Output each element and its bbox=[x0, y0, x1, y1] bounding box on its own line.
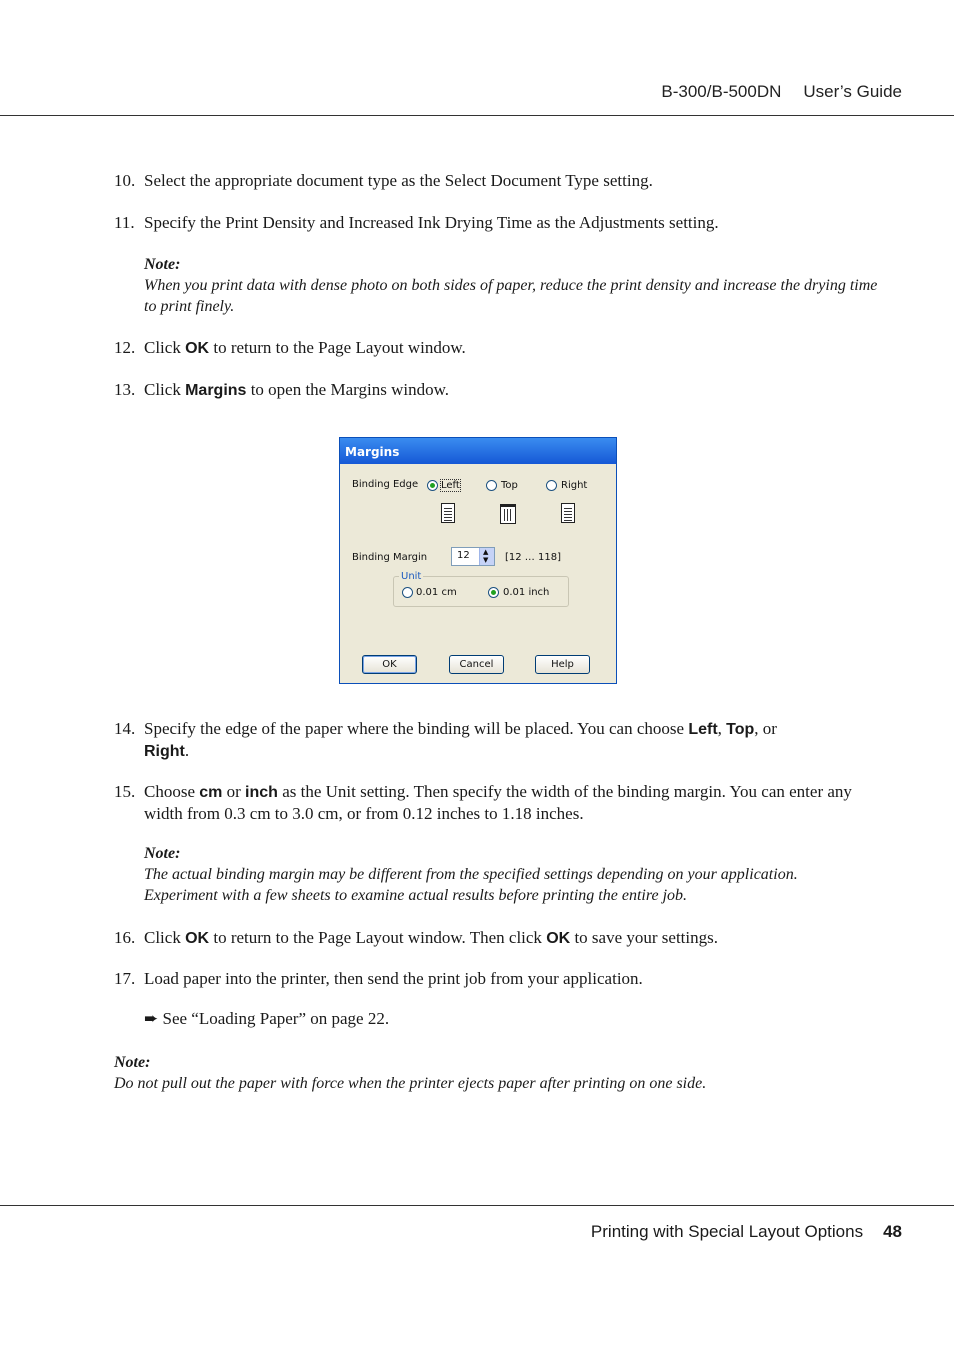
binding-margin-value: 12 bbox=[457, 550, 470, 561]
spinner-arrows[interactable] bbox=[479, 548, 494, 565]
header-model: B-300/B-500DN bbox=[661, 82, 782, 101]
radio-right[interactable] bbox=[546, 480, 557, 491]
ui-term-margins: Margins bbox=[185, 382, 247, 399]
binding-top-page-icon bbox=[500, 504, 516, 524]
step-number: 12. bbox=[114, 338, 136, 357]
step-text: Select the appropriate document type as the Select Document Type setting. bbox=[144, 171, 653, 190]
step-text: Specify the Print Density and Increased Ink Drying Time as the Adjustments setting. bbox=[144, 213, 719, 232]
binding-margin-spinner[interactable] bbox=[451, 547, 495, 566]
binding-margin-label: Binding Margin bbox=[352, 552, 428, 563]
radio-unit-cm[interactable] bbox=[402, 587, 413, 598]
radio-unit-inch[interactable] bbox=[488, 587, 499, 598]
cancel-button[interactable]: Cancel bbox=[449, 655, 504, 674]
step-number: 13. bbox=[114, 380, 136, 399]
step-16 bbox=[114, 927, 884, 949]
step-10 bbox=[114, 170, 884, 191]
radio-left-label: Left bbox=[441, 480, 460, 491]
margins-dialog bbox=[339, 437, 617, 684]
radio-top-label: Top bbox=[501, 480, 518, 491]
step-17 bbox=[114, 968, 884, 989]
ui-term-ok: OK bbox=[185, 340, 210, 357]
note-title: Note: bbox=[144, 256, 181, 273]
step-14 bbox=[114, 718, 884, 762]
radio-top[interactable] bbox=[486, 480, 497, 491]
dialog-title: Margins bbox=[340, 438, 616, 464]
see-loading-paper-link[interactable] bbox=[144, 1009, 389, 1029]
see-link-text: See “Loading Paper” on page 22. bbox=[162, 1009, 390, 1028]
unit-cm-label: 0.01 cm bbox=[416, 587, 457, 598]
step-text: Choose cm or inch as the Unit setting. Then specify the width of the binding margin. You can enter any width from 0.3 cm to 3.0 cm, or from 0.12 inches to 1.18 inches. bbox=[144, 782, 852, 823]
footer-section: Printing with Special Layout Options bbox=[590, 1222, 864, 1241]
step-11 bbox=[114, 212, 884, 233]
header-rule bbox=[0, 115, 954, 116]
page-footer bbox=[591, 1222, 902, 1242]
header-guide: User’s Guide bbox=[803, 82, 902, 101]
step-text: Specify the edge of the paper where the binding will be placed. You can choose Left, Top, or Right. bbox=[144, 719, 777, 760]
unit-inch-label: 0.01 inch bbox=[503, 587, 550, 598]
step-number: 17. bbox=[114, 969, 136, 988]
unit-label: Unit bbox=[401, 571, 422, 582]
radio-left[interactable] bbox=[427, 480, 438, 491]
note-text: The actual binding margin may be different from the specified settings depending on your application. Experiment with a few sheets to examine actual results before printing the entire job. bbox=[144, 866, 798, 904]
page-header bbox=[661, 82, 902, 102]
step-number: 11. bbox=[114, 213, 135, 232]
note-3 bbox=[114, 1052, 894, 1094]
note-2 bbox=[144, 843, 874, 906]
note-text: When you print data with dense photo on both sides of paper, reduce the print density and increase the drying time to print finely. bbox=[144, 277, 878, 315]
radio-right-label: Right bbox=[561, 480, 588, 491]
footer-rule bbox=[0, 1205, 954, 1206]
page-number: 48 bbox=[883, 1222, 902, 1241]
binding-left-page-icon bbox=[441, 503, 455, 523]
step-text: Click OK to return to the Page Layout window. bbox=[144, 338, 466, 357]
note-1 bbox=[144, 254, 884, 317]
arrow-right-icon: ➨ bbox=[144, 1009, 159, 1028]
note-title: Note: bbox=[144, 845, 181, 862]
step-text: Load paper into the printer, then send the print job from your application. bbox=[144, 969, 643, 988]
step-number: 10. bbox=[114, 171, 136, 190]
spin-up-icon[interactable]: ▲ bbox=[483, 548, 489, 556]
step-12 bbox=[114, 337, 884, 359]
step-number: 14. bbox=[114, 719, 136, 738]
step-text: Click Margins to open the Margins window. bbox=[144, 380, 450, 399]
binding-edge-label: Binding Edge bbox=[352, 479, 419, 490]
note-title: Note: bbox=[114, 1054, 151, 1071]
note-text: Do not pull out the paper with force when the printer ejects paper after printing on one side. bbox=[114, 1075, 707, 1092]
margin-range: [12 … 118] bbox=[505, 552, 561, 563]
help-button[interactable]: Help bbox=[535, 655, 590, 674]
step-13 bbox=[114, 379, 884, 401]
step-number: 16. bbox=[114, 928, 136, 947]
ok-button[interactable]: OK bbox=[362, 655, 417, 674]
binding-right-page-icon bbox=[561, 503, 575, 523]
step-15 bbox=[114, 781, 884, 824]
spin-down-icon[interactable]: ▼ bbox=[483, 556, 489, 564]
step-text: Click OK to return to the Page Layout window. Then click OK to save your settings. bbox=[144, 928, 718, 947]
step-number: 15. bbox=[114, 782, 136, 801]
